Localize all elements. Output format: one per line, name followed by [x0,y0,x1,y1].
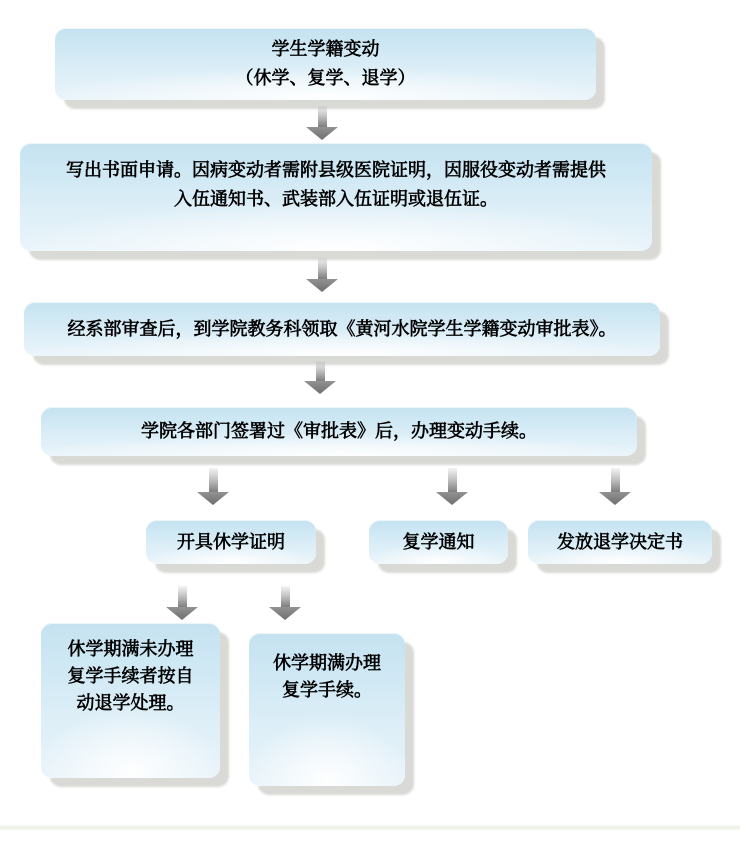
node-text-line: 发放退学决定书 [557,531,683,552]
node-suspension-certificate [146,520,316,564]
node-text-line: 复学通知 [402,531,475,552]
arrow-down-icon [599,468,631,505]
arrow-shaft [318,106,327,127]
bottom-divider [0,824,740,831]
arrow-shaft [448,468,457,492]
arrow-down-icon [306,258,338,292]
node-text-line: 学院各部门签署过《审批表》后，办理变动手续。 [141,421,537,441]
node-resume-procedure [249,633,405,786]
arrow-shaft [611,468,620,492]
node-auto-withdrawal [41,623,220,778]
arrow-shaft [318,258,327,279]
arrow-head [306,127,338,140]
arrow-shaft [209,468,218,492]
node-student-status-change [55,28,596,100]
arrow-head [304,381,336,394]
arrow-down-icon [304,361,336,394]
arrow-head [306,279,338,292]
node-resume-notice [369,520,508,564]
arrow-head [197,492,229,505]
node-text-line: 开具休学证明 [177,531,285,552]
node-department-review [24,302,660,356]
arrow-down-icon [269,586,301,620]
node-text-line: 休学期满办理 [273,653,381,673]
node-text-line: 休学期满未办理 [67,639,194,659]
arrow-shaft [178,586,187,607]
node-text-line: 经系部审查后，到学院教务科领取《黄河水院学生学籍变动审批表》。 [67,318,617,339]
node-text-line: 入伍通知书、武装部入伍证明或退伍证。 [174,189,498,209]
arrow-shaft [316,361,325,381]
arrow-down-icon [197,468,229,505]
arrow-shaft [281,586,290,607]
node-withdrawal-decision [528,520,712,564]
arrow-down-icon [436,468,468,505]
node-departments-sign [41,407,637,456]
node-text-line: 复学手续者按自 [67,666,194,686]
node-text-line: 动退学处理。 [76,693,185,713]
node-text-line: 复学手续。 [282,680,372,700]
arrow-down-icon [166,586,198,620]
node-written-application [20,143,652,251]
arrow-head [436,492,468,505]
arrow-head [599,492,631,505]
node-text-line: 写出书面申请。因病变动者需附县级医院证明，因服役变动者需提供 [66,160,606,180]
arrow-head [166,607,198,620]
arrow-head [269,607,301,620]
node-text-line: 学生学籍变动 [271,39,380,59]
node-text-line: （休学、复学、退学） [235,68,416,88]
arrow-down-icon [306,106,338,140]
